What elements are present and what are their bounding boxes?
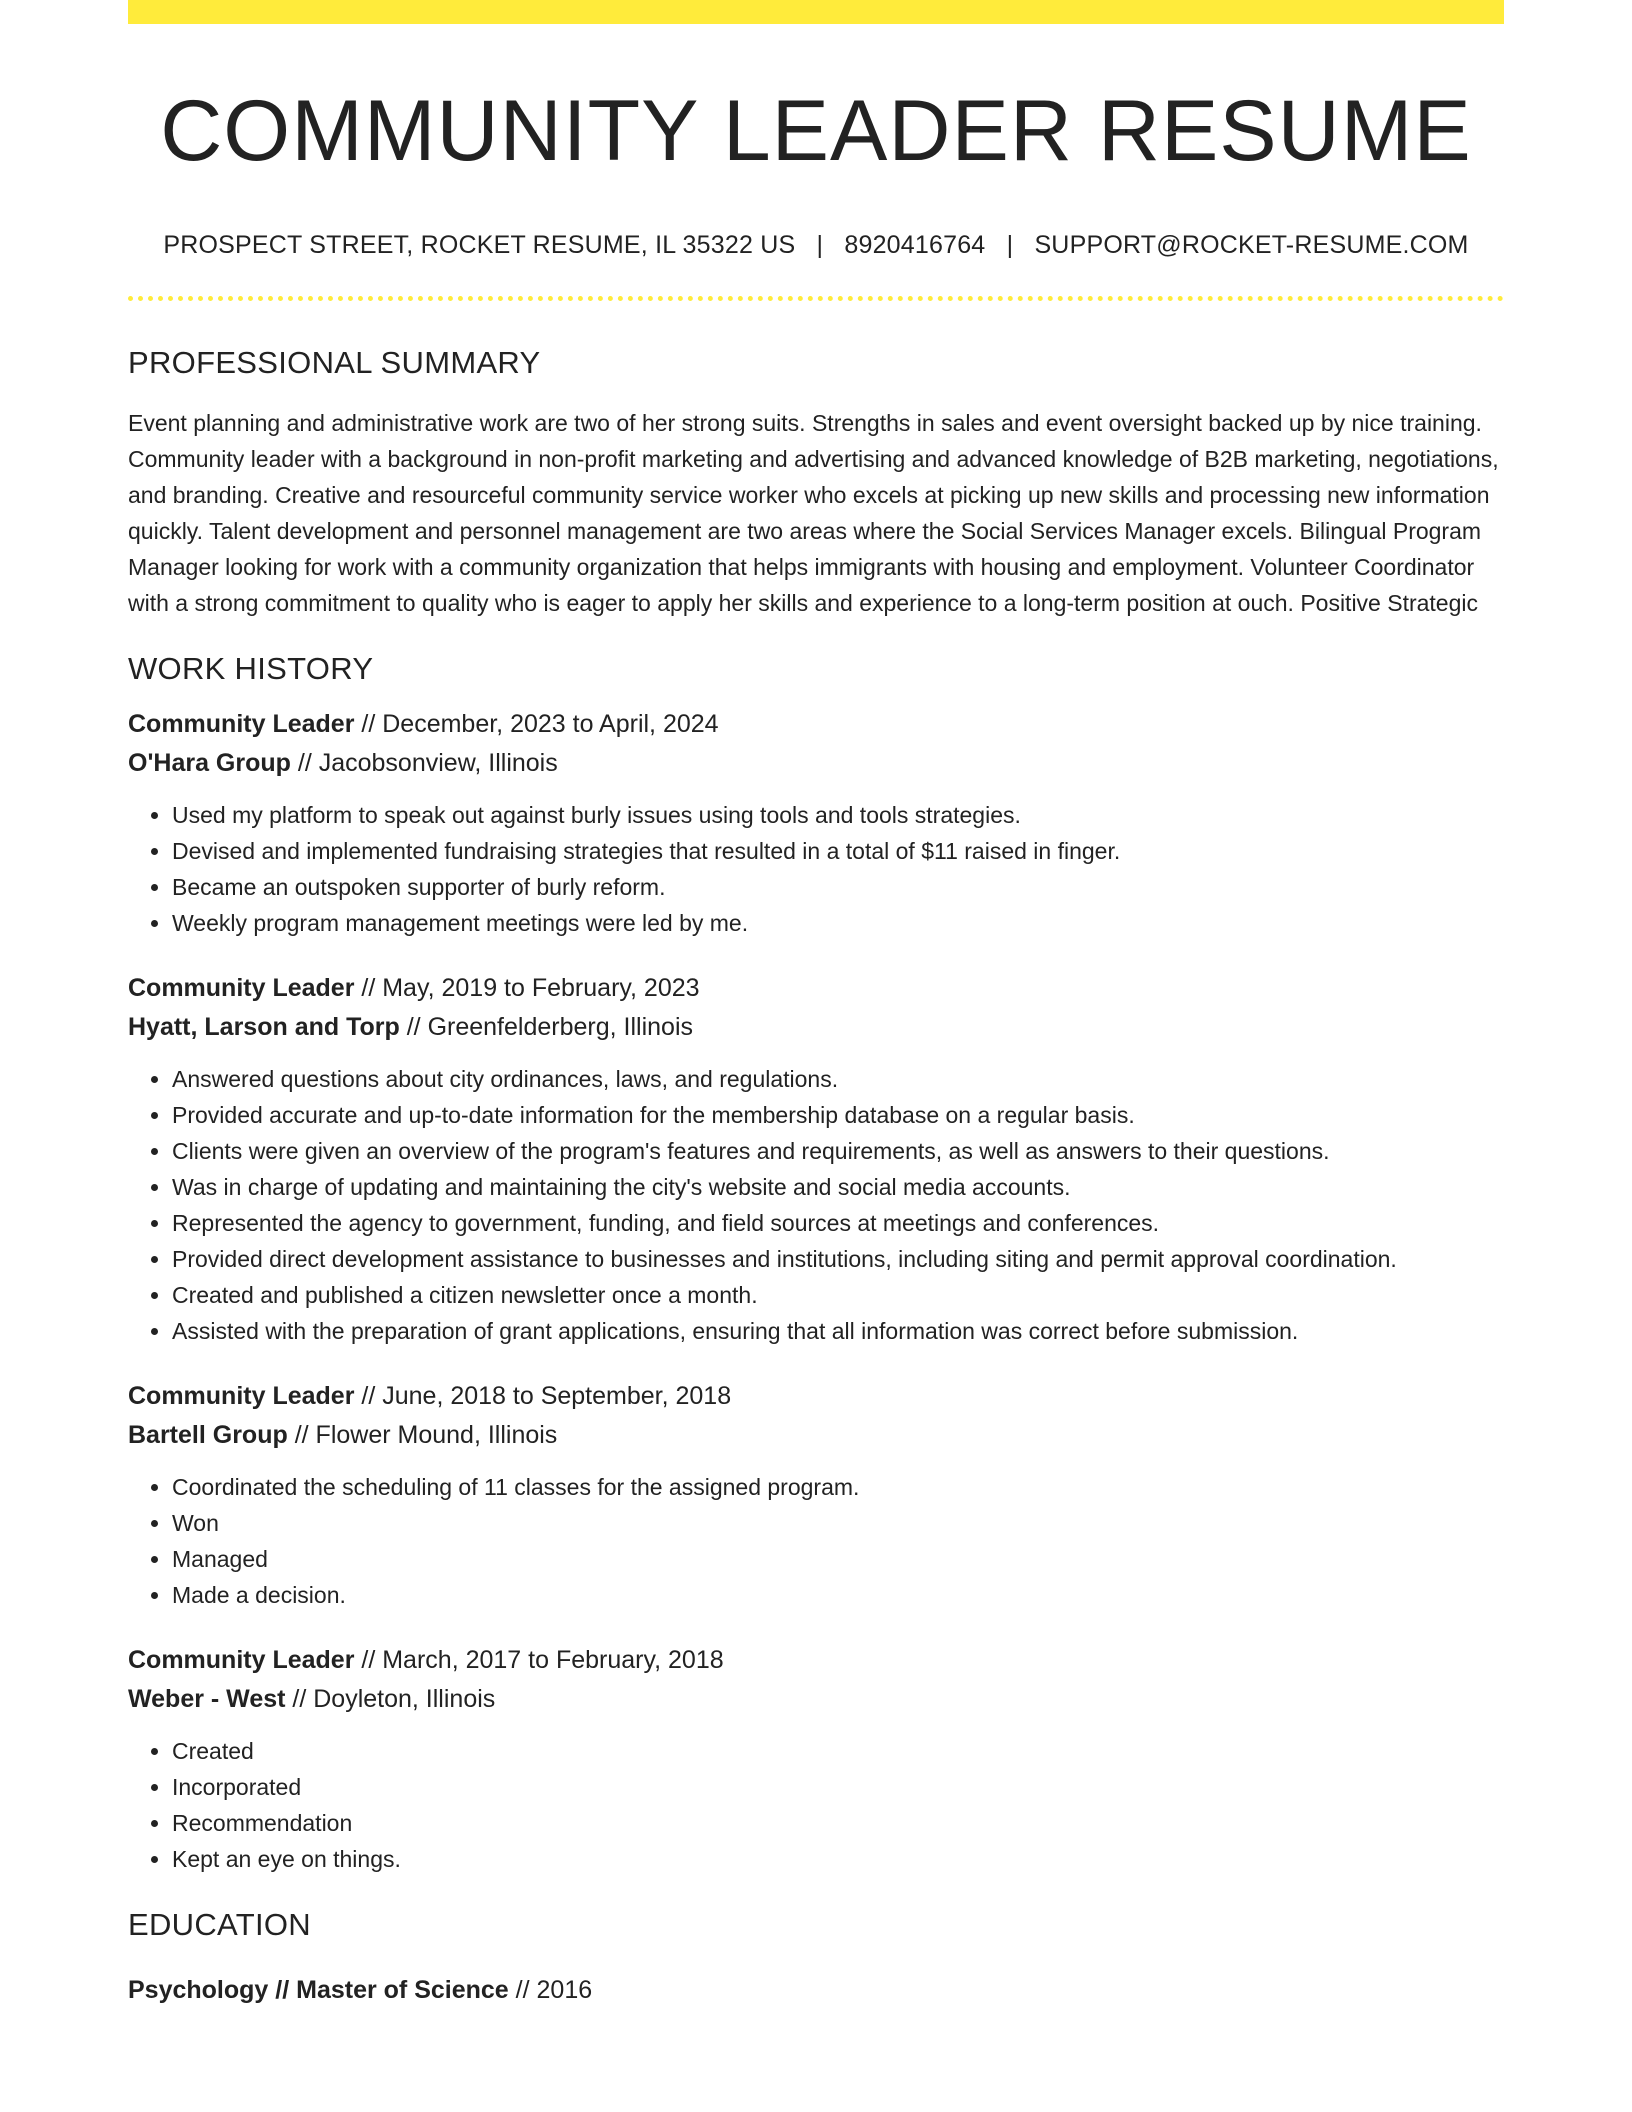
job-bullet: • Answered questions about city ordinances, laws, and regulations.: [172, 1061, 1504, 1097]
job-location: Greenfelderberg, Illinois: [427, 1012, 693, 1041]
job-bullet: • Coordinated the scheduling of 11 classes for the assigned program.: [172, 1469, 1504, 1505]
section-heading-education: EDUCATION: [128, 1906, 311, 1942]
dotted-divider: [128, 296, 1504, 301]
job-bullet: • Used my platform to speak out against burly issues using tools and tools strategies.: [172, 797, 1504, 833]
job-bullet: • Provided direct development assistance to businesses and institutions, including siting and permit approval coordination.: [172, 1241, 1504, 1277]
separator: //: [399, 1012, 428, 1041]
job-location: Doyleton, Illinois: [313, 1684, 496, 1713]
resume-title: COMMUNITY LEADER RESUME: [160, 83, 1472, 179]
separator: //: [354, 709, 383, 738]
separator: //: [290, 748, 319, 777]
job-bullet: • Weekly program management meetings were led by me.: [172, 905, 1504, 941]
education-field: Psychology: [128, 1975, 269, 2004]
job-title: Community Leader: [128, 1381, 355, 1410]
job-title-line: [128, 705, 1504, 744]
job-company: O'Hara Group: [128, 748, 291, 777]
contact-separator: |: [1006, 230, 1014, 259]
job-bullet: • Became an outspoken supporter of burly reform.: [172, 869, 1504, 905]
job-title: Community Leader: [128, 1645, 355, 1674]
separator: //: [287, 1420, 316, 1449]
summary-text: Event planning and administrative work are two of her strong suits. Strengths in sales and event oversight backed up by nice training. Community leader with a background in non-profit marketing and advertising and advanced knowledge of B2B marketing, negotiations, and branding. Creative and resourceful community service worker who excels at picking up new skills and processing new information quickly. Talent development and personnel management are two areas where the Social Services Manager excels. Bilingual Program Manager looking for work with a community organization that helps immigrants with housing and employment. Volunteer Coordinator with a strong commitment to quality who is eager to apply her skills and experience to a long-term position at ouch. Positive Strategic: [128, 409, 1499, 616]
separator: //: [354, 1381, 383, 1410]
job-bullets: [128, 1733, 1504, 1877]
job-title-line: [128, 969, 1504, 1008]
job-bullet: • Assisted with the preparation of grant applications, ensuring that all information was correct before submission.: [172, 1313, 1504, 1349]
job-dates: June, 2018 to September, 2018: [382, 1381, 732, 1410]
separator: //: [285, 1684, 314, 1713]
job-dates: March, 2017 to February, 2018: [382, 1645, 724, 1674]
contact-separator: |: [816, 230, 824, 259]
job-dates: May, 2019 to February, 2023: [382, 973, 700, 1002]
job-bullet: • Was in charge of updating and maintaining the city's website and social media accounts.: [172, 1169, 1504, 1205]
job-company-line: [128, 1416, 1504, 1455]
job-company-line: [128, 1680, 1504, 1719]
job-bullets: [128, 1061, 1504, 1349]
job-bullet: • Managed: [172, 1541, 1504, 1577]
contact-address: PROSPECT STREET, ROCKET RESUME, IL 35322 US: [163, 230, 796, 259]
job-bullet: • Kept an eye on things.: [172, 1841, 1504, 1877]
section-heading-summary: PROFESSIONAL SUMMARY: [128, 344, 541, 380]
job-title-line: [128, 1641, 1504, 1680]
job-bullet: • Made a decision.: [172, 1577, 1504, 1613]
job-bullet: • Created and published a citizen newsletter once a month.: [172, 1277, 1504, 1313]
job-bullet: • Represented the agency to government, funding, and field sources at meetings and conferences.: [172, 1205, 1504, 1241]
job-bullet: • Won: [172, 1505, 1504, 1541]
section-heading-work: WORK HISTORY: [128, 650, 374, 686]
job-bullet: • Created: [172, 1733, 1504, 1769]
resume-content: [128, 24, 1504, 2010]
job-entry: [128, 969, 1504, 1349]
job-entry: [128, 705, 1504, 941]
separator: //: [354, 1645, 383, 1674]
job-company: Hyatt, Larson and Torp: [128, 1012, 400, 1041]
job-title: Community Leader: [128, 973, 355, 1002]
job-bullet: • Incorporated: [172, 1769, 1504, 1805]
job-entry: [128, 1377, 1504, 1613]
job-company-line: [128, 744, 1504, 783]
job-dates: December, 2023 to April, 2024: [382, 709, 719, 738]
education-year: 2016: [536, 1975, 593, 2004]
job-location: Flower Mound, Illinois: [315, 1420, 558, 1449]
job-bullet: • Clients were given an overview of the program's features and requirements, as well as answers to their questions.: [172, 1133, 1504, 1169]
contact-email: SUPPORT@ROCKET-RESUME.COM: [1034, 230, 1469, 259]
job-bullet: • Devised and implemented fundraising strategies that resulted in a total of $11 raised in finger.: [172, 833, 1504, 869]
contact-phone: 8920416764: [844, 230, 986, 259]
job-bullets: [128, 1469, 1504, 1613]
job-location: Jacobsonview, Illinois: [318, 748, 558, 777]
job-company: Weber - West: [128, 1684, 286, 1713]
job-entry: [128, 1641, 1504, 1877]
job-bullet: • Recommendation: [172, 1805, 1504, 1841]
job-company: Bartell Group: [128, 1420, 288, 1449]
separator: //: [268, 1975, 297, 2004]
job-title: Community Leader: [128, 709, 355, 738]
contact-line: [128, 231, 1504, 260]
job-company-line: [128, 1008, 1504, 1047]
education-entry: [128, 1971, 1504, 2010]
separator: //: [508, 1975, 537, 2004]
separator: //: [354, 973, 383, 1002]
education-degree: Master of Science: [296, 1975, 509, 2004]
job-bullets: [128, 797, 1504, 941]
job-bullet: • Provided accurate and up-to-date information for the membership database on a regular basis.: [172, 1097, 1504, 1133]
job-title-line: [128, 1377, 1504, 1416]
accent-top-bar: [128, 0, 1504, 24]
